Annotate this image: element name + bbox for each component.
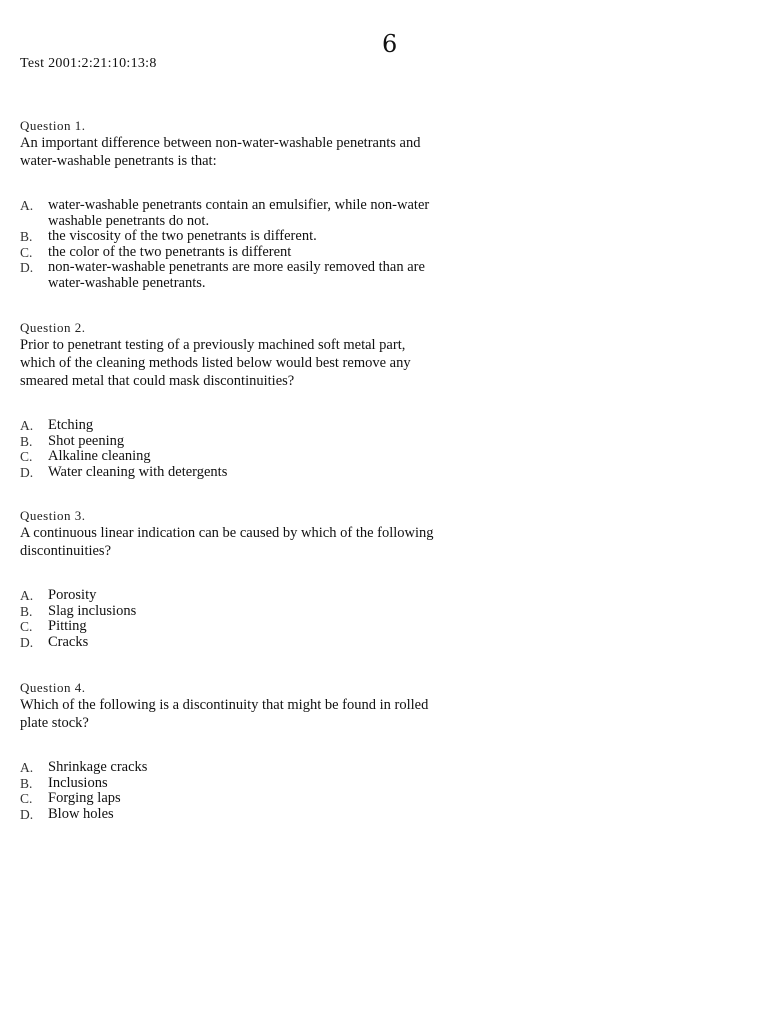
answer-letter: C. xyxy=(20,449,33,464)
answer-text: Porosity xyxy=(48,587,97,603)
answer-option xyxy=(20,588,440,604)
answer-option xyxy=(20,229,440,245)
test-header: Test 2001:2:21:10:13:8 xyxy=(20,56,157,71)
question-label: Question 3. xyxy=(20,508,86,523)
answer-option xyxy=(20,760,440,776)
answer-letter: D. xyxy=(20,634,34,650)
question-text: A continuous linear indication can be caused by which of the following discontinuities? xyxy=(20,525,434,559)
answer-option xyxy=(20,635,440,651)
question-label: Question 4. xyxy=(20,680,86,695)
answer-letter: D. xyxy=(20,464,34,480)
question-label: Question 1. xyxy=(20,118,86,133)
answer-text: Inclusions xyxy=(48,774,108,791)
answer-option xyxy=(20,465,440,481)
answer-text: water-washable penetrants contain an emulsifier, while non-water washable penetrants do not. xyxy=(48,197,430,229)
answer-text: Alkaline cleaning xyxy=(48,448,151,464)
answer-letter: A. xyxy=(20,198,34,213)
answer-letter: A. xyxy=(20,588,34,603)
answer-option xyxy=(20,604,440,620)
answer-text: non-water-washable penetrants are more easily removed than are water-washable penetrants. xyxy=(48,259,425,291)
answer-letter: C. xyxy=(20,244,33,260)
answer-letter: B. xyxy=(20,603,33,619)
answer-text: Water cleaning with detergents xyxy=(48,463,228,480)
answer-list xyxy=(20,198,440,291)
answer-text: Cracks xyxy=(48,633,89,650)
answer-letter: C. xyxy=(20,791,33,806)
answer-letter: D. xyxy=(20,806,34,822)
answer-text: Pitting xyxy=(48,618,87,634)
answer-letter: D. xyxy=(20,260,34,275)
question-4 xyxy=(20,680,440,822)
answer-letter: C. xyxy=(20,619,33,634)
question-text: Which of the following is a discontinuity that might be found in rolled plate stock? xyxy=(20,697,429,731)
answer-list xyxy=(20,588,440,650)
answer-text: Blow holes xyxy=(48,805,114,822)
page-number: 6 xyxy=(382,30,398,58)
answer-option xyxy=(20,434,440,450)
question-text: An important difference between non-water-washable penetrants and water-washable penetrants is that: xyxy=(20,135,421,169)
answer-option xyxy=(20,807,440,823)
answer-text: Etching xyxy=(48,417,94,433)
answer-text: the viscosity of the two penetrants is different. xyxy=(48,228,317,244)
answer-option xyxy=(20,260,440,291)
answer-option xyxy=(20,418,440,434)
answer-option xyxy=(20,449,440,465)
answer-letter: B. xyxy=(20,775,33,791)
answer-option xyxy=(20,776,440,792)
answer-text: the color of the two penetrants is different xyxy=(48,243,292,260)
answer-text: Shrinkage cracks xyxy=(48,759,148,775)
question-label: Question 2. xyxy=(20,320,86,335)
answer-option xyxy=(20,198,440,229)
answer-option xyxy=(20,245,440,261)
answer-letter: B. xyxy=(20,433,33,449)
answer-text: Slag inclusions xyxy=(48,602,137,619)
question-1 xyxy=(20,118,440,291)
answer-option xyxy=(20,619,440,635)
answer-letter: A. xyxy=(20,418,34,433)
question-2 xyxy=(20,320,440,480)
answer-letter: A. xyxy=(20,760,34,775)
question-3 xyxy=(20,508,440,650)
answer-text: Shot peening xyxy=(48,432,125,449)
question-text: Prior to penetrant testing of a previously machined soft metal part, which of the cleaning methods listed below would best remove any smeared metal that could mask discontinuities? xyxy=(20,337,411,389)
answer-list xyxy=(20,760,440,822)
answer-letter: B. xyxy=(20,229,33,244)
answer-option xyxy=(20,791,440,807)
answer-list xyxy=(20,418,440,480)
answer-text: Forging laps xyxy=(48,790,121,806)
